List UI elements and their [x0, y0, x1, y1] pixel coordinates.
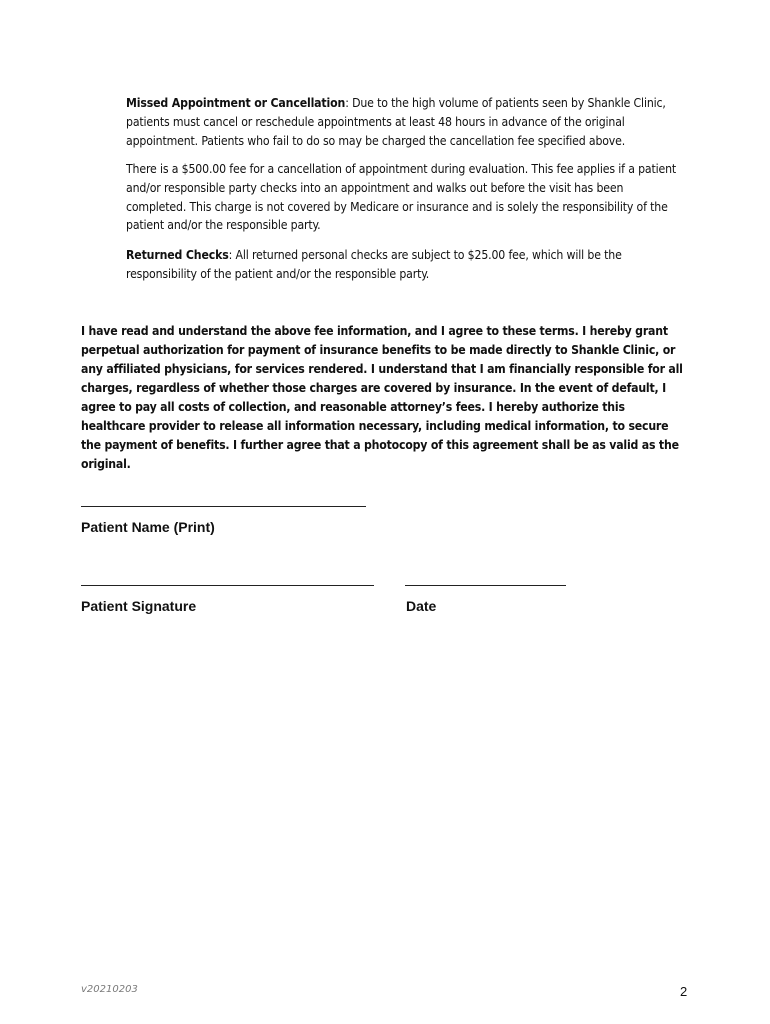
returned-checks-heading: Returned Checks	[126, 248, 229, 262]
page-number: 2	[680, 984, 688, 999]
missed-appointment-text: : Due to the high volume of patients seen by Shankle Clinic, patients must cancel or reschedule appointments at least 48 hours in advance of the original appointment. Patients who fail to do so may be charged the cancellation fee specified above.	[126, 96, 666, 148]
returned-checks-policy	[126, 246, 686, 284]
returned-checks-text: : All returned personal checks are subject to $25.00 fee, which will be the responsibility of the patient and/or the responsible party.	[126, 248, 622, 281]
evaluation-fee-text: There is a $500.00 fee for a cancellation of appointment during evaluation. This fee applies if a patient and/or responsible party checks into an appointment and walks out before the visit has been completed. This charge is not covered by Medicare or insurance and is solely the responsibility of the patient and/or the responsible party.	[126, 162, 677, 233]
version-code: v20210203	[81, 984, 138, 995]
agreement-statement: I have read and understand the above fee information, and I agree to these terms. I hereby grant perpetual authorization for payment of insurance benefits to be made directly to Shankle Clinic, or any affiliated physicians, for services rendered. I understand that I am financially responsible for all charges, regardless of whether those charges are covered by insurance. In the event of default, I agree to pay all costs of collection, and reasonable attorney’s fees. I hereby authorize this healthcare provider to release all information necessary, including medical information, to secure the payment of benefits. I further agree that a photocopy of this agreement shall be as valid as the original.	[81, 324, 683, 471]
patient-name-label: Patient Name (Print)	[81, 519, 215, 535]
date-label: Date	[406, 598, 437, 614]
missed-appointment-heading: Missed Appointment or Cancellation	[126, 96, 346, 110]
date-line[interactable]	[405, 585, 566, 586]
patient-name-line[interactable]	[81, 506, 366, 507]
patient-signature-line[interactable]	[81, 585, 374, 586]
patient-signature-label: Patient Signature	[81, 598, 197, 614]
missed-appointment-policy	[126, 94, 686, 150]
evaluation-cancellation-fee-policy	[126, 160, 686, 235]
